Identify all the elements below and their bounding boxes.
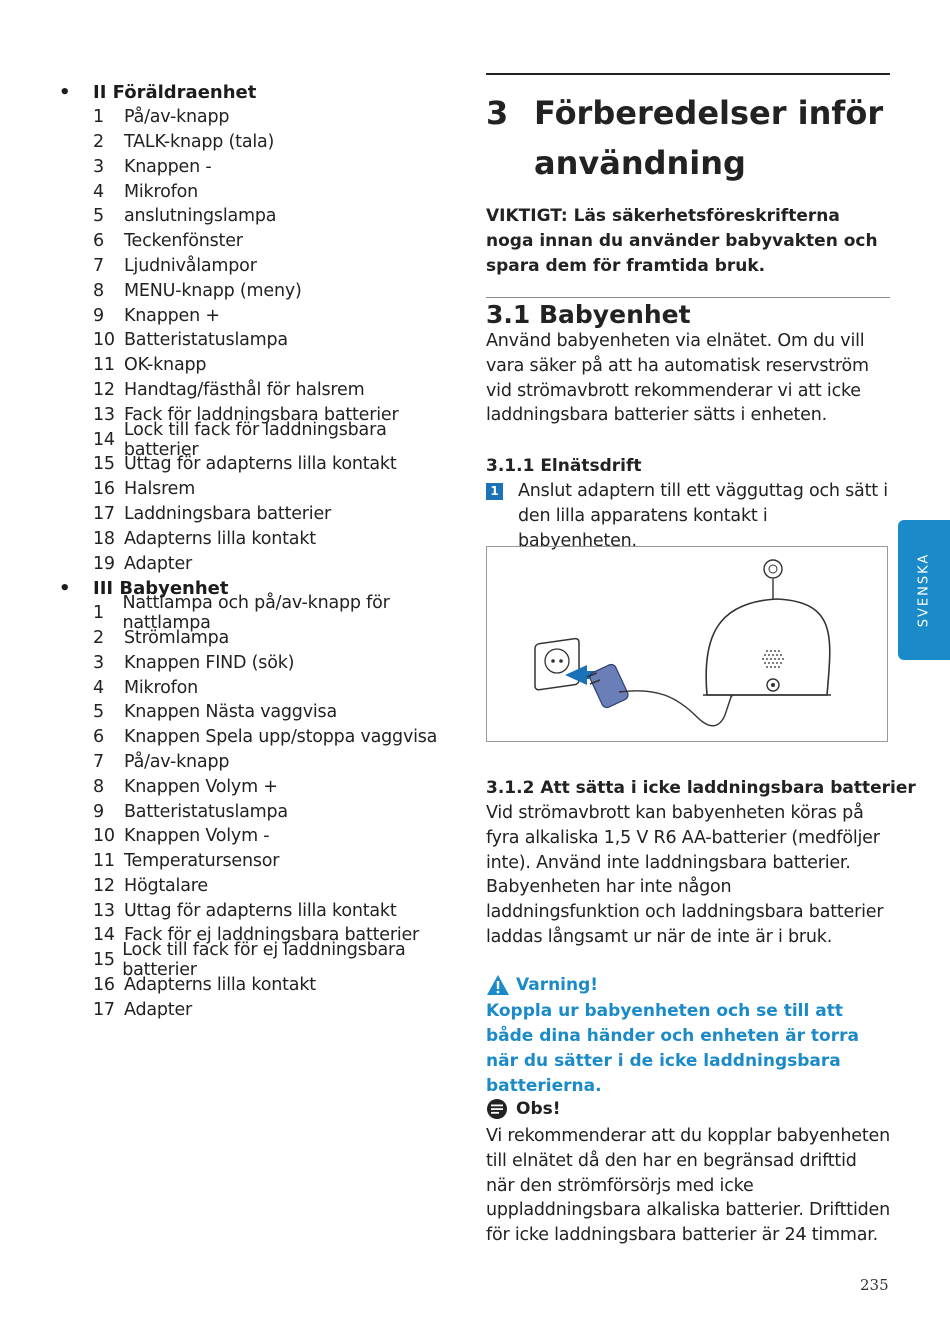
warning-title: Varning!	[516, 975, 599, 995]
item-label: Adapterns lilla kontakt	[124, 975, 316, 996]
item-label: Handtag/fästhål för halsrem	[124, 379, 365, 400]
item-number: 3	[93, 652, 104, 673]
item-label: Knappen FIND (sök)	[124, 652, 295, 673]
item-label: Lock till fack för laddningsbara batterier	[123, 419, 387, 460]
item-label: Batteristatuslampa	[124, 330, 288, 351]
list-item	[55, 650, 465, 675]
item-label: MENU-knapp (meny)	[124, 280, 302, 301]
list-item	[55, 204, 465, 229]
item-label: Strömlampa	[124, 627, 229, 648]
item-label: Knappen +	[124, 305, 220, 326]
list-item	[55, 328, 465, 353]
item-label: Uttag för adapterns lilla kontakt	[124, 454, 397, 475]
section-3-1-title: 3.1 Babyenhet	[486, 300, 691, 329]
section-title: II Föräldraenhet	[93, 81, 257, 103]
item-label: Fack för laddningsbara batterier	[124, 404, 399, 425]
item-number: 6	[93, 727, 104, 748]
item-label: OK-knapp	[124, 355, 207, 376]
item-label: Temperatursensor	[124, 851, 280, 872]
item-number: 1	[93, 107, 104, 128]
item-number: 10	[93, 826, 115, 847]
illustration-adapter-connection	[486, 546, 888, 742]
item-number: 9	[93, 305, 104, 326]
item-number: 9	[93, 801, 104, 822]
item-label: TALK-knapp (tala)	[124, 131, 275, 152]
item-number: 13	[93, 900, 115, 921]
section-3-1-2-title: 3.1.2 Att sätta i icke laddningsbara batterier	[486, 778, 916, 798]
list-item	[55, 750, 465, 775]
item-number: 6	[93, 231, 104, 252]
item-number: 11	[93, 851, 115, 872]
list-item	[55, 502, 465, 527]
warning-triangle-icon	[486, 974, 510, 996]
list-item	[55, 378, 465, 403]
item-number: 10	[93, 330, 115, 351]
note-title: Obs!	[516, 1099, 561, 1119]
item-number: 13	[93, 404, 115, 425]
item-number: 12	[93, 875, 115, 896]
list-item	[55, 700, 465, 725]
item-number: 4	[93, 677, 104, 698]
item-label: Knappen Volym +	[124, 776, 278, 797]
item-label: Adapter	[124, 999, 193, 1020]
wall-socket-icon	[535, 638, 579, 690]
language-tab-label: SVENSKA	[916, 552, 932, 628]
warning-text: Koppla ur babyenheten och se till att både dina händer och enheten är torra när du sätter i de icke laddningsbara batterierna.	[486, 1001, 859, 1096]
item-number: 14	[93, 925, 115, 946]
item-number: 16	[93, 479, 115, 500]
item-number: 1	[93, 603, 104, 624]
item-number: 8	[93, 776, 104, 797]
list-item	[55, 874, 465, 899]
item-number: 15	[93, 454, 115, 475]
item-label: anslutningslampa	[124, 206, 277, 227]
step-1	[486, 479, 890, 553]
item-label: Laddningsbara batterier	[124, 503, 332, 524]
section-title: III Babyenhet	[93, 577, 229, 599]
list-item	[55, 675, 465, 700]
item-label: Adapterns lilla kontakt	[124, 528, 316, 549]
bullet-icon: •	[59, 577, 71, 599]
section-3-1-2-text: Vid strömavbrott kan babyenheten köras på fyra alkaliska 1,5 V R6 AA-batterier (medföljer inte). Använd inte laddningsbara batterier. Babyenheten har inte någon laddningsfunktion och laddningsbara batterier laddas långsamt ur när de inte är i bruk.	[486, 803, 884, 947]
section-3-1-text: Använd babyenheten via elnätet. Om du vill vara säker på att ha automatisk reservström vid strömavbrott rekommenderar vi att icke laddningsbara batterier sätts i enheten.	[486, 331, 869, 426]
item-number: 7	[93, 255, 104, 276]
note-icon	[486, 1098, 510, 1120]
list-item	[55, 130, 465, 155]
list-item	[55, 419, 465, 460]
item-label: Knappen Spela upp/stoppa vaggvisa	[124, 727, 438, 748]
item-label: Adapter	[124, 553, 193, 574]
item-number: 14	[93, 429, 115, 450]
item-label: Knappen Nästa vaggvisa	[124, 702, 337, 723]
item-number: 4	[93, 181, 104, 202]
list-item	[55, 229, 465, 254]
list-item	[55, 551, 465, 576]
item-label: Knappen -	[124, 156, 212, 177]
item-label: Uttag för adapterns lilla kontakt	[124, 900, 397, 921]
list-item	[55, 997, 465, 1022]
list-item	[55, 799, 465, 824]
list-item	[55, 526, 465, 551]
item-label: Batteristatuslampa	[124, 801, 288, 822]
item-label: Teckenfönster	[124, 231, 243, 252]
item-label: Halsrem	[124, 479, 196, 500]
list-item	[55, 105, 465, 130]
item-label: Knappen Volym -	[124, 826, 270, 847]
section-3-1-1-title: 3.1.1 Elnätsdrift	[486, 456, 642, 476]
item-label: Mikrofon	[124, 181, 198, 202]
list-item	[55, 353, 465, 378]
warning-heading	[486, 974, 598, 996]
item-number: 5	[93, 206, 104, 227]
note-text: Vi rekommenderar att du kopplar babyenheten till elnätet då den har en begränsad drifttid när den strömförsörjs med icke uppladdningsbara alkaliska batterier. Drifttiden för icke laddningsbara batterier är 24 timmar.	[486, 1126, 890, 1246]
list-item	[55, 303, 465, 328]
item-label: Mikrofon	[124, 677, 198, 698]
parts-list	[55, 80, 465, 1022]
baby-unit-icon	[703, 560, 831, 695]
item-number: 2	[93, 627, 104, 648]
list-item	[55, 774, 465, 799]
item-number: 17	[93, 503, 115, 524]
list-item	[55, 278, 465, 303]
chapter-number: 3	[486, 94, 509, 132]
list-item	[55, 154, 465, 179]
important-notice: VIKTIGT: Läs säkerhetsföreskrifterna noga innan du använder babyvakten och spara dem för framtida bruk.	[486, 206, 878, 276]
list-item	[55, 593, 465, 634]
page-number: 235	[860, 1276, 889, 1294]
list-item	[55, 898, 465, 923]
item-label: På/av-knapp	[124, 107, 230, 128]
adapter-illustration	[487, 547, 887, 741]
item-number: 11	[93, 355, 115, 376]
bullet-icon: •	[59, 81, 71, 103]
list-item	[55, 849, 465, 874]
item-label: Nattlampa och på/av-knapp för nattlampa	[122, 593, 390, 634]
item-label: Lock till fack för ej laddningsbara batterier	[122, 940, 406, 981]
section-heading	[55, 80, 465, 105]
note-heading	[486, 1098, 561, 1120]
item-number: 12	[93, 379, 115, 400]
item-number: 16	[93, 975, 115, 996]
item-number: 18	[93, 528, 115, 549]
list-item	[55, 179, 465, 204]
language-tab	[898, 520, 950, 660]
item-label: På/av-knapp	[124, 751, 230, 772]
item-number: 19	[93, 553, 115, 574]
list-item	[55, 725, 465, 750]
list-item	[55, 477, 465, 502]
item-label: Ljudnivålampor	[124, 255, 257, 276]
chapter-title: Förberedelser inför användning	[534, 94, 884, 182]
item-label: Högtalare	[124, 875, 208, 896]
list-item	[55, 940, 465, 981]
item-number: 2	[93, 131, 104, 152]
adapter-plug-icon	[587, 663, 630, 709]
item-number: 7	[93, 751, 104, 772]
item-number: 8	[93, 280, 104, 301]
item-label: Fack för ej laddningsbara batterier	[124, 925, 420, 946]
item-number: 5	[93, 702, 104, 723]
item-number: 3	[93, 156, 104, 177]
list-item	[55, 254, 465, 279]
step-text: Anslut adaptern till ett vägguttag och sätt i den lilla apparatens kontakt i babyenheten.	[518, 481, 888, 551]
item-number: 15	[93, 950, 115, 971]
item-number: 17	[93, 999, 115, 1020]
top-rule	[486, 73, 890, 75]
step-number-badge: 1	[486, 483, 503, 500]
list-item	[55, 824, 465, 849]
